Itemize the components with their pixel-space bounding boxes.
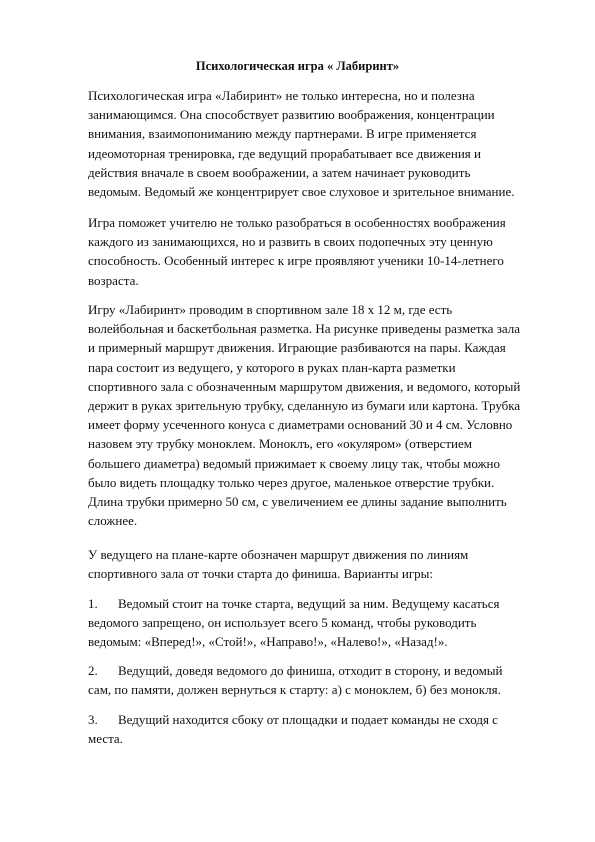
text-line: ведомым: «Вперед!», «Стой!», «Направо!», «Налево!», «Назад!». <box>88 634 448 650</box>
paragraph-route <box>88 545 528 583</box>
item-number: 3. <box>88 712 98 727</box>
numbered-item-2 <box>88 661 528 699</box>
paragraph-benefits <box>88 213 528 290</box>
text-line: сам, по памяти, должен вернуться к старту: а) с моноклем, б) без монокля. <box>88 682 501 698</box>
text-line: ведомого запрещено, он использует всего 5 команд, чтобы руководить <box>88 615 477 631</box>
text-line: У ведущего на плане-карте обозначен маршрут движения по линиям <box>88 547 469 562</box>
text-line: действия вначале в своем воображении, а затем начинает руководить <box>88 164 471 180</box>
numbered-item-3 <box>88 710 528 748</box>
text-line: Игра поможет учителю не только разобраться в особенностях воображения <box>88 215 506 230</box>
text-line: ведомым. Ведомый же концентрирует свое слуховое и зрительное внимание. <box>88 183 515 199</box>
text-line: пара состоит из ведущего, у которого в руках план-карта разметки <box>88 359 456 375</box>
item-number: 1. <box>88 596 98 611</box>
text-line: спортивного зала с обозначенным маршрутом движения, и ведомого, который <box>88 378 521 394</box>
item-number: 2. <box>88 663 98 678</box>
text-line: каждого из занимающихся, но и развить в своих подопечных эту ценную <box>88 234 493 250</box>
numbered-item-1 <box>88 594 528 652</box>
text-line: возраста. <box>88 272 139 288</box>
text-line: места. <box>88 731 123 747</box>
text-line <box>88 594 528 613</box>
item-text: Ведущий находится сбоку от площадки и подает команды не сходя с <box>118 712 498 727</box>
text-line: Длина трубки примерно 50 см, с увеличением ее длины задание выполнить <box>88 493 507 509</box>
text-line: большего диаметра) ведомый прижимает к своему лицу так, чтобы можно <box>88 455 500 471</box>
text-line: и примерный маршрут движения. Играющие разбиваются на пары. Каждая <box>88 340 506 356</box>
text-line <box>88 710 528 729</box>
text-line: Психологическая игра «Лабиринт» не только интересна, но и полезна <box>88 88 475 103</box>
paragraph-rules <box>88 300 528 530</box>
text-line: внимания, взаимопониманию между партнерами. В игре применяется <box>88 126 477 142</box>
text-line: спортивного зала от точки старта до финиша. Варианты игры: <box>88 566 434 582</box>
text-line: способность. Особенный интерес к игре проявляют ученики 10-14-летнего <box>88 253 504 269</box>
text-line: было видеть площадку только через другое, маленькое отверстие трубки. <box>88 474 495 490</box>
text-line: имеет форму усеченного конуса с диаметрами оснований 30 и 4 см. Условно <box>88 417 513 433</box>
item-text: Ведущий, доведя ведомого до финиша, отходит в сторону, и ведомый <box>118 663 503 678</box>
paragraph-intro <box>88 86 528 201</box>
text-line: занимающимся. Она способствует развитию воображения, концентрации <box>88 107 495 123</box>
text-line <box>88 661 528 680</box>
document-title: Психологическая игра « Лабиринт» <box>195 59 400 73</box>
text-line: сложнее. <box>88 513 138 529</box>
text-line: Игру «Лабиринт» проводим в спортивном зале 18 х 12 м, где есть <box>88 302 453 317</box>
item-text: Ведомый стоит на точке старта, ведущий за ним. Ведущему касаться <box>118 596 500 611</box>
text-line: идеомоторная тренировка, где ведущий прорабатывает все движения и <box>88 145 481 161</box>
text-line: держит в руках зрительную трубку, сделанную из бумаги или картона. Трубка <box>88 397 521 413</box>
text-line: волейбольная и баскетбольная разметка. На рисунке приведены разметка зала <box>88 321 520 337</box>
text-line: назовем эту трубку моноклем. Моноклъ, его «окуляром» (отверстием <box>88 436 472 452</box>
